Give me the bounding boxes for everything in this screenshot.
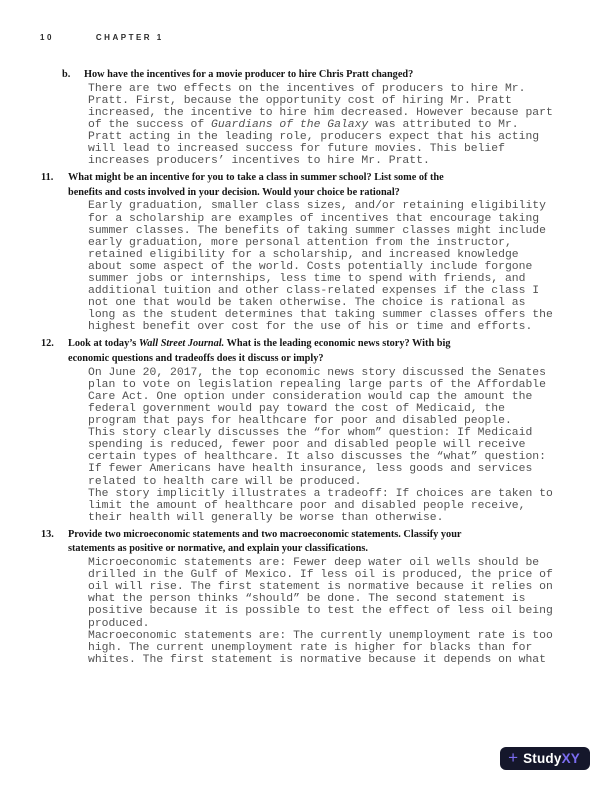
answer-line: Pratt. First, because the opportunity cost of hiring Mr. Pratt [88, 94, 512, 107]
answer-line: additional tuition and other class-related expenses if the class I [88, 285, 540, 298]
page-number: 10 [40, 33, 54, 42]
answer-line: There are two effects on the incentives of producers to hire Mr. [88, 82, 526, 95]
answer-line: increased, the incentive to hire him decreased. However because part [88, 106, 553, 119]
answer-line: related to health care will be produced. [88, 475, 362, 488]
chapter-label: CHAPTER 1 [95, 33, 164, 42]
answer-line: positive because it is possible to test the effect of less oil being [88, 605, 553, 618]
answer-line: certain types of healthcare. It also discusses the “what” question: [88, 451, 546, 464]
question-text: What might be an incentive for you to take a class in summer school? List some of the benefits and costs involved in your decision. Would your choice be rational? [68, 172, 444, 198]
answer-line: early graduation, more personal attention from the instructor, [88, 236, 512, 249]
answer-line: what the person thinks “should” be done. The second statement is [88, 593, 526, 606]
answer-text [88, 83, 612, 168]
answer-text [88, 200, 612, 333]
question-item [0, 337, 612, 523]
answer-line: their health will generally be worse than otherwise. [88, 511, 444, 524]
answer-line: The story implicitly illustrates a tradeoff: If choices are taken to [88, 487, 553, 500]
answer-line: long as the student determines that taking summer classes offers the [88, 309, 553, 322]
answer-line: plan to vote on legislation repealing large parts of the Affordable [88, 378, 546, 391]
answer-line: Macroeconomic statements are: The currently unemployment rate is too [88, 629, 553, 642]
question-text: How have the incentives for a movie producer to hire Chris Pratt changed? [84, 69, 414, 80]
question-item [0, 171, 612, 333]
answer-line: On June 20, 2017, the top economic news story discussed the Senates [88, 366, 546, 379]
item-number: 11. [41, 172, 54, 184]
answer-line: federal government would pay toward the cost of Medicaid, the [88, 402, 505, 415]
question-item [0, 528, 612, 666]
answer-text [88, 367, 612, 524]
answer-line: Pratt acting in the leading role, producers expect that his acting [88, 130, 540, 143]
studyxy-logo [500, 747, 590, 770]
item-number: b. [62, 69, 71, 80]
item-number: 12. [41, 338, 54, 350]
question-text: Look at today’s Wall Street Journal. What is the leading economic news story? With big economic questions and tradeoffs does it discuss or imply? [68, 338, 451, 365]
answer-line: produced. [88, 617, 150, 630]
logo-brand-accent: XY [561, 751, 580, 766]
answer-line: increases producers’ incentives to hire Mr. Pratt. [88, 155, 430, 168]
answer-line: limit the amount of healthcare poor and disabled people receive, [88, 499, 526, 512]
answer-line: Care Act. One option under consideration would cap the amount the [88, 390, 533, 403]
item-number: 13. [41, 528, 54, 540]
answer-line: drilled in the Gulf of Mexico. If less oil is produced, the price of [88, 569, 553, 582]
answer-line: oil will rise. The first statement is normative because it relies on [88, 581, 553, 594]
answer-line: Microeconomic statements are: Fewer deep water oil wells should be [88, 557, 540, 570]
answer-line: whites. The first statement is normative because it depends on what [88, 653, 546, 666]
answer-line: Early graduation, smaller class sizes, and/or retaining eligibility [88, 200, 546, 213]
answer-line: spending is reduced, fewer poor and disabled people will receive [88, 439, 526, 452]
plus-icon: + [508, 748, 519, 767]
question-text: Provide two microeconomic statements and two macroeconomic statements. Classify your statements as positive or normative, and explain your classifications. [68, 528, 462, 555]
answer-line: summer classes. The benefits of taking summer classes might include [88, 224, 546, 237]
answer-line: program that pays for healthcare for poor and disabled people. [88, 415, 512, 428]
answer-line: will lead to increased success for future movies. This belief [88, 143, 505, 156]
content [0, 68, 612, 670]
answer-line: If fewer Americans have health insurance, less goods and services [88, 463, 533, 476]
answer-text [88, 557, 612, 666]
answer-line: for a scholarship are examples of incentives that encourage taking [88, 212, 540, 225]
logo-brand-primary: Study [523, 751, 562, 766]
answer-line: high. The current unemployment rate is higher for blacks than for [88, 641, 533, 654]
answer-line: not one that would be taken otherwise. The choice is rational as [88, 297, 526, 310]
page-header [40, 33, 164, 42]
logo-brand [523, 751, 580, 766]
question-item [0, 68, 612, 167]
answer-line: about some aspect of the world. Costs potentially include forgone [88, 260, 533, 273]
answer-line: summer jobs or internships, less time to spend with friends, and [88, 273, 526, 285]
answer-line: This story clearly discusses the “for whom” question: If Medicaid [88, 427, 533, 440]
answer-line: highest benefit over cost for the use of his or time and efforts. [88, 321, 533, 334]
answer-line: of the success of Guardians of the Galaxy was attributed to Mr. [88, 118, 519, 131]
answer-line: retained eligibility for a scholarship, and increased knowledge [88, 248, 519, 261]
